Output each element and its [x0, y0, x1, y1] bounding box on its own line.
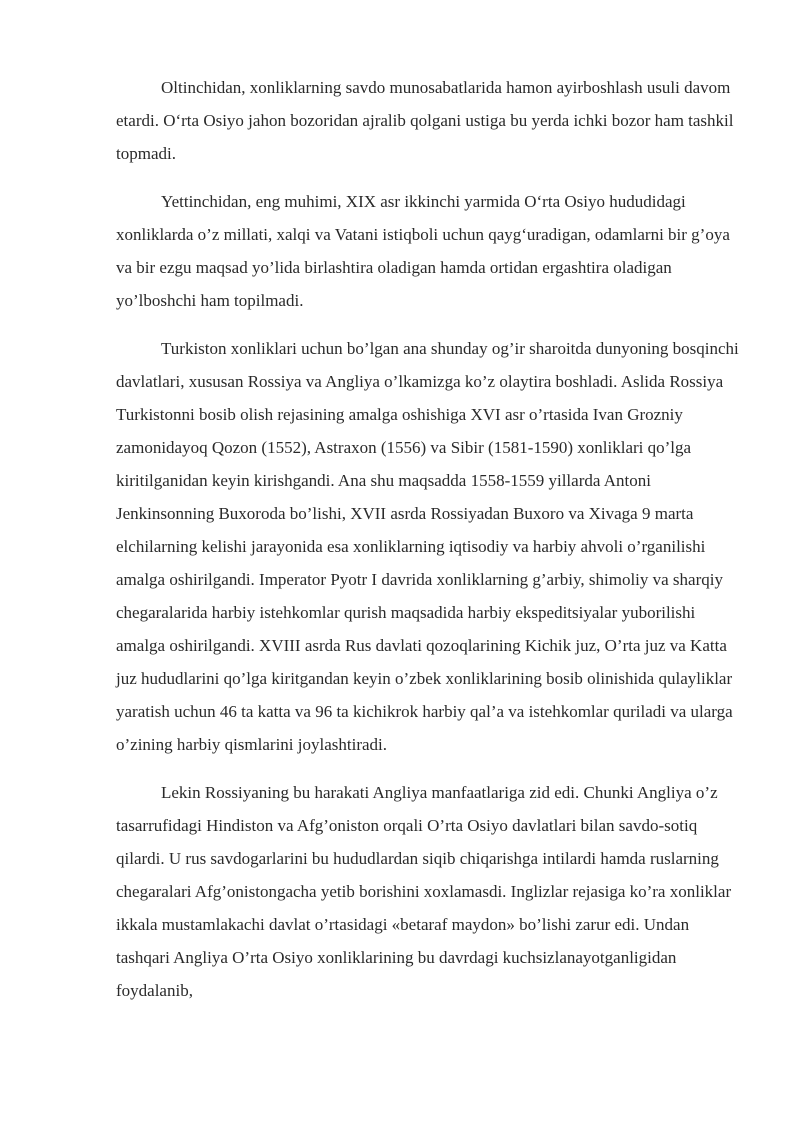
paragraph-sixth-point: Oltinchidan, xonliklarning savdo munosabatlarida hamon ayirboshlash usuli davom etardi. O‘rta Osiyo jahon bozoridan ajralib qolgani ustiga bu yerda ichki bozor ham tashkil topmadi.	[116, 78, 734, 163]
paragraph-seventh-point: Yettinchidan, eng muhimi, XIX asr ikkinchi yarmida O‘rta Osiyo hududidagi xonliklarda o’z millati, xalqi va Vatani istiqboli uchun qayg‘uradigan, odamlarni bir g’oya va bir ezgu maqsad yo’lida birlashtira oladigan hamda ortidan ergashtira oladigan yo’lboshchi ham topilmadi.	[116, 192, 730, 310]
document-page	[116, 71, 742, 1022]
paragraph-foreign-powers: Turkiston xonliklari uchun bo’lgan ana shunday og’ir sharoitda dunyoning bosqinchi davlatlari, xususan Rossiya va Angliya o’lkamizga ko’z olaytira boshladi. Aslida Rossiya Turkistonni bosib olish rejasining amalga oshishiga XVI asr o’rtasida Ivan Grozniy zamonidayoq Qozon (1552), Astraxon (1556) va Sibir (1581-1590) xonliklari qo’lga kiritilganidan keyin kirishgandi. Ana shu maqsadda 1558-1559 yillarda Antoni Jenkinsonning Buxoroda bo’lishi, XVII asrda Rossiyadan Buxoro va Xivaga 9 marta elchilarning kelishi jarayonida esa xonliklarning iqtisodiy va harbiy ahvoli o’rganilishi amalga oshirilgandi. Imperator Pyotr I davrida xonliklarning g’arbiy, shimoliy va sharqiy chegaralarida harbiy istehkomlar qurish maqsadida harbiy ekspeditsiyalar yuborilishi amalga oshirilgandi. XVIII asrda Rus davlati qozoqlarining Kichik juz, O’rta juz va Katta juz hududlarini qo’lga kiritgandan keyin o’zbek xonliklarining bosib olinishida qulayliklar yaratish uchun 46 ta katta va 96 ta kichikrok harbiy qal’a va istehkomlar quriladi va ularga o’zining harbiy qismlarini joylashtiradi.	[116, 339, 739, 754]
paragraph-england-interests: Lekin Rossiyaning bu harakati Angliya manfaatlariga zid edi. Chunki Angliya o’z tasarrufidagi Hindiston va Afg’oniston orqali O’rta Osiyo davlatlari bilan savdo-sotiq qilardi. U rus savdogarlarini bu hududlardan siqib chiqarishga intilardi hamda ruslarning chegaralari Afg’onistongacha yetib borishini xoxlamasdi. Inglizlar rejasiga ko’ra xonliklar ikkala mustamlakachi davlat o’rtasidagi «betaraf maydon» bo’lishi zarur edi. Undan tashqari Angliya O’rta Osiyo xonliklarining bu davrdagi kuchsizlanayotganligidan foydalanib,	[116, 783, 732, 1000]
